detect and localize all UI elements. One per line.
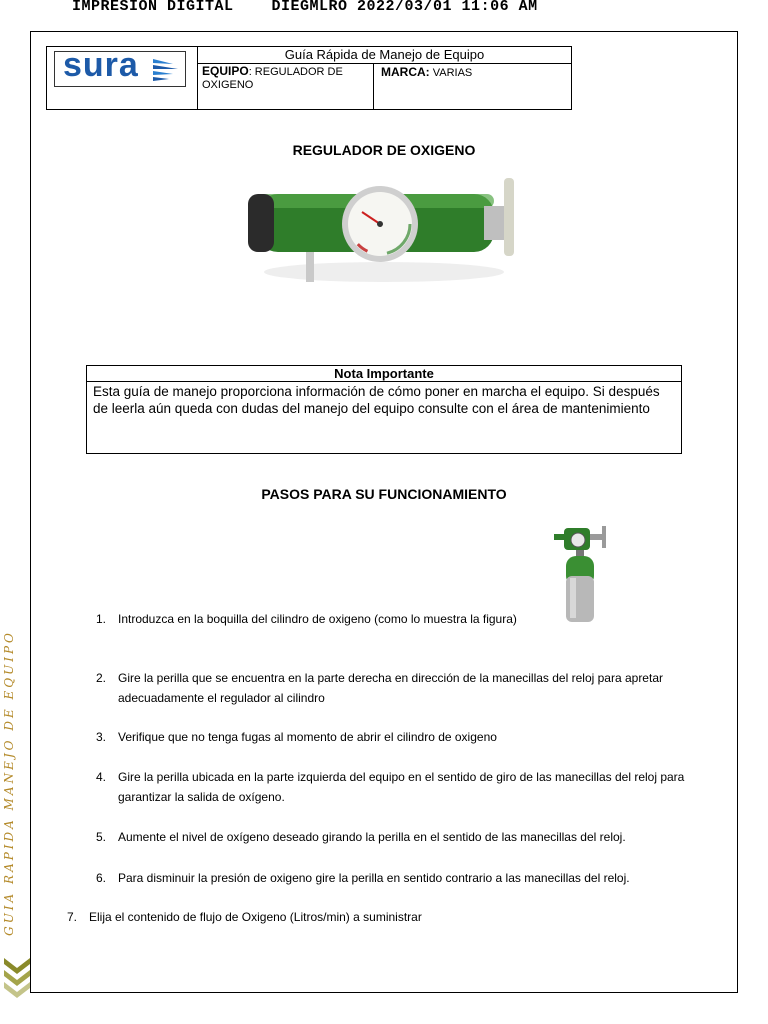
header-title: Guía Rápida de Manejo de Equipo [198,47,571,64]
equipo-label: EQUIPO [202,64,249,78]
step-2 [96,668,736,708]
step-number: 3. [96,730,107,744]
step-text-line-1: Gire la perilla que se encuentra en la parte derecha en dirección de la manecillas del reloj para apretar [118,671,663,685]
step-text-line-1: Gire la perilla ubicada en la parte izquierda del equipo en el sentido de giro de las manecillas del reloj para [118,770,685,784]
equipo-value: : REGULADOR DE OXIGENO [202,66,343,91]
step-text-line-2: adecuadamente el regulador al cilindro [118,691,325,705]
step-number: 4. [96,770,107,784]
marca-cell [375,64,571,109]
step-text: Verifique que no tenga fugas al momento de abrir el cilindro de oxigeno [118,730,497,744]
chevron-down-icon [2,956,32,1004]
step-number: 6. [96,871,107,885]
step-text: Introduzca en la boquilla del cilindro de oxigeno (como lo muestra la figura) [118,612,517,626]
side-watermark: GUIA RAPIDA MANEJO DE EQUIPO [2,630,16,936]
step-number: 5. [96,830,107,844]
logo-text: sura [63,46,139,84]
logo-wings-icon [151,55,181,83]
step-text: Para disminuir la presión de oxigeno gire la perilla en sentido contrario a las manecillas del reloj. [118,871,630,885]
steps-title: PASOS PARA SU FUNCIONAMIENTO [261,486,507,502]
logo-cell [47,47,198,109]
marca-value: VARIAS [432,67,473,79]
oxygen-regulator-image [244,172,522,290]
oxygen-cylinder-image [548,520,614,624]
step-number: 7. [67,910,78,924]
equipo-cell [198,64,374,109]
document-title: REGULADOR DE OXIGENO [292,142,476,158]
step-text: Aumente el nivel de oxígeno deseado girando la perilla en el sentido de las manecillas del reloj. [118,830,626,844]
marca-label: MARCA: [381,65,430,79]
step-text-line-2: garantizar la salida de oxígeno. [118,790,285,804]
sura-logo [54,46,186,87]
important-note [86,365,682,454]
step-text: Elija el contenido de flujo de Oxigeno (Litros/min) a suministrar [89,910,422,924]
step-4 [96,767,736,807]
header-table [46,46,572,110]
note-title: Nota Importante [87,366,681,382]
step-number: 2. [96,671,107,685]
note-body: Esta guía de manejo proporciona información de cómo poner en marcha el equipo. Si después de leerla aún queda con dudas del manejo del equipo consulte con el área de mantenimiento [93,384,660,416]
step-number: 1. [96,612,107,626]
print-header: IMPRESION DIGITAL DIEGMLRO 2022/03/01 11:06 AM [72,0,538,15]
